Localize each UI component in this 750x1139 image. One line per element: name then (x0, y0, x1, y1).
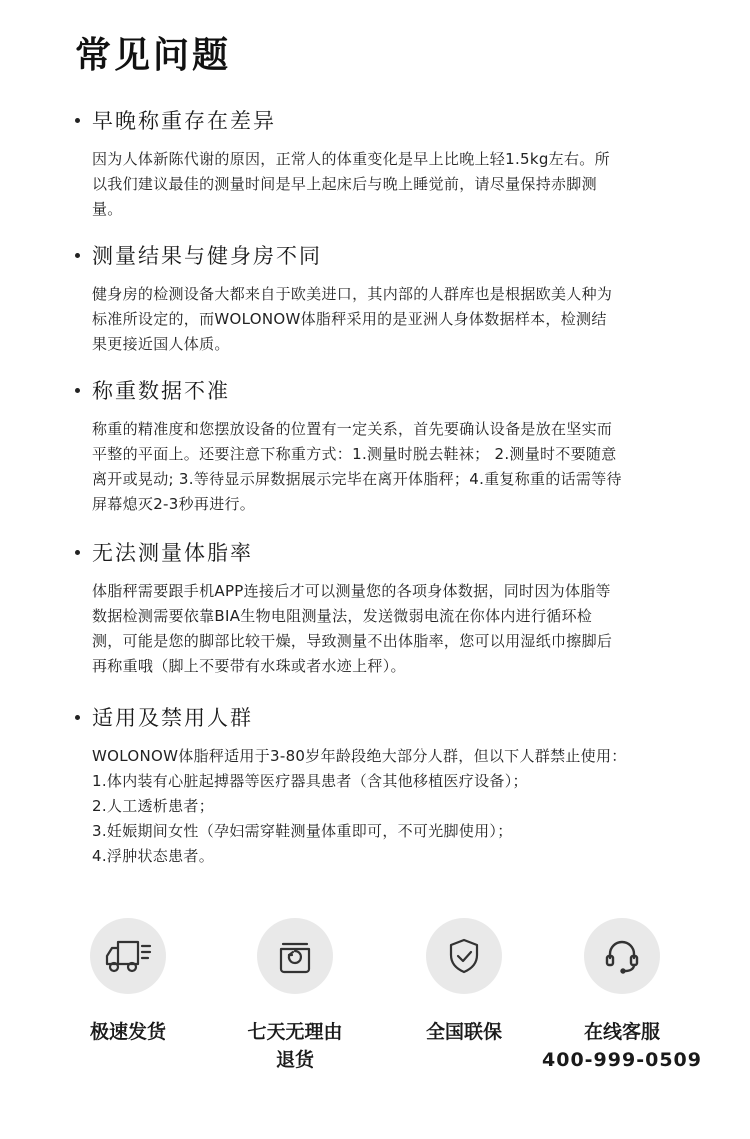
feature-seven-day-return (210, 918, 380, 1074)
page-title: 常见问题 (75, 35, 232, 76)
faq-answer-line: 量。 (92, 200, 123, 218)
faq-answer-line: 称重的精准度和您摆放设备的位置有一定关系，首先要确认设备是放在坚实而 (92, 420, 613, 438)
faq-heading (75, 535, 675, 571)
faq-item-inaccurate-weight (75, 373, 675, 517)
return-box-icon (257, 918, 333, 994)
feature-national-warranty (379, 918, 549, 1046)
faq-answer-line: 数据检测需要依靠BIA生物电阻测量法，发送微弱电流在你体内进行循环检 (92, 607, 593, 625)
faq-heading (75, 238, 675, 274)
faq-item-applicable-people (75, 700, 675, 869)
faq-answer-line: 体脂秤需要跟手机APP连接后才可以测量您的各项身体数据，同时因为体脂等 (92, 582, 611, 600)
faq-answer (92, 147, 666, 222)
faq-answer-line: WOLONOW体脂秤适用于3-80岁年龄段绝大部分人群，但以下人群禁止使用： (92, 747, 627, 765)
feature-label-line: 七天无理由 (247, 1021, 343, 1043)
faq-answer-line: 标准所设定的，而WOLONOW体脂秤采用的是亚洲人身体数据样本，检测结 (92, 310, 607, 328)
faq-answer-line: 平整的平面上。还要注意下称重方式：1.测量时脱去鞋袜； 2.测量时不要随意 (92, 445, 617, 463)
faq-answer (92, 417, 666, 517)
faq-title: 测量结果与健身房不同 (92, 244, 322, 268)
faq-item-weighing-difference (75, 103, 675, 222)
faq-title: 无法测量体脂率 (92, 541, 253, 565)
faq-item-body-fat (75, 535, 675, 679)
faq-title: 早晚称重存在差异 (92, 109, 276, 133)
feature-label-line: 全国联保 (425, 1021, 502, 1043)
delivery-truck-icon (90, 918, 166, 994)
faq-answer-line: 以我们建议最佳的测量时间是早上起床后与晚上睡觉前，请尽量保持赤脚测 (92, 175, 597, 193)
bullet-dot (75, 253, 80, 258)
faq-answer-line: 离开或晃动; 3.等待显示屏数据展示完毕在离开体脂秤；4.重复称重的话需等待 (92, 470, 622, 488)
feature-label (379, 1018, 549, 1046)
faq-answer-line: 再称重哦（脚上不要带有水珠或者水迹上秤）。 (92, 657, 406, 675)
faq-answer-line: 健身房的检测设备大都来自于欧美进口，其内部的人群库也是根据欧美人种为 (92, 285, 613, 303)
faq-answer-line: 2.人工透析患者； (92, 797, 215, 815)
faq-answer (92, 579, 666, 679)
faq-heading (75, 700, 675, 736)
feature-label-line: 极速发货 (89, 1021, 166, 1043)
faq-answer-line: 屏幕熄灭2-3秒再进行。 (92, 495, 256, 513)
faq-heading (75, 103, 675, 139)
feature-online-service (537, 918, 707, 1074)
faq-answer-line: 因为人体新陈代谢的原因，正常人的体重变化是早上比晚上轻1.5kg左右。所 (92, 150, 610, 168)
faq-answer-line: 1.体内装有心脏起搏器等医疗器具患者（含其他移植医疗设备）； (92, 772, 528, 790)
feature-label (43, 1018, 213, 1046)
faq-answer-line: 4.浮肿状态患者。 (92, 847, 215, 865)
bullet-dot (75, 118, 80, 123)
faq-answer-line: 测，可能是您的脚部比较干燥，导致测量不出体脂率，您可以用湿纸巾擦脚后 (92, 632, 613, 650)
faq-item-gym-difference (75, 238, 675, 357)
bullet-dot (75, 550, 80, 555)
shield-check-icon (426, 918, 502, 994)
faq-title: 适用及禁用人群 (92, 706, 253, 730)
headset-icon (584, 918, 660, 994)
service-phone-number[interactable]: 400-999-0509 (542, 1049, 702, 1071)
feature-label-line: 退货 (275, 1049, 314, 1071)
bullet-dot (75, 715, 80, 720)
feature-label (210, 1018, 380, 1074)
faq-title: 称重数据不准 (92, 379, 230, 403)
feature-label-line: 在线客服 (583, 1021, 660, 1043)
service-features (0, 918, 750, 1098)
faq-answer-line: 3.妊娠期间女性（孕妇需穿鞋测量体重即可，不可光脚使用）； (92, 822, 513, 840)
feature-label (537, 1018, 707, 1046)
faq-heading (75, 373, 675, 409)
faq-answer (92, 282, 666, 357)
faq-answer-line: 果更接近国人体质。 (92, 335, 230, 353)
faq-answer (92, 744, 666, 869)
feature-fast-delivery (43, 918, 213, 1046)
bullet-dot (75, 388, 80, 393)
